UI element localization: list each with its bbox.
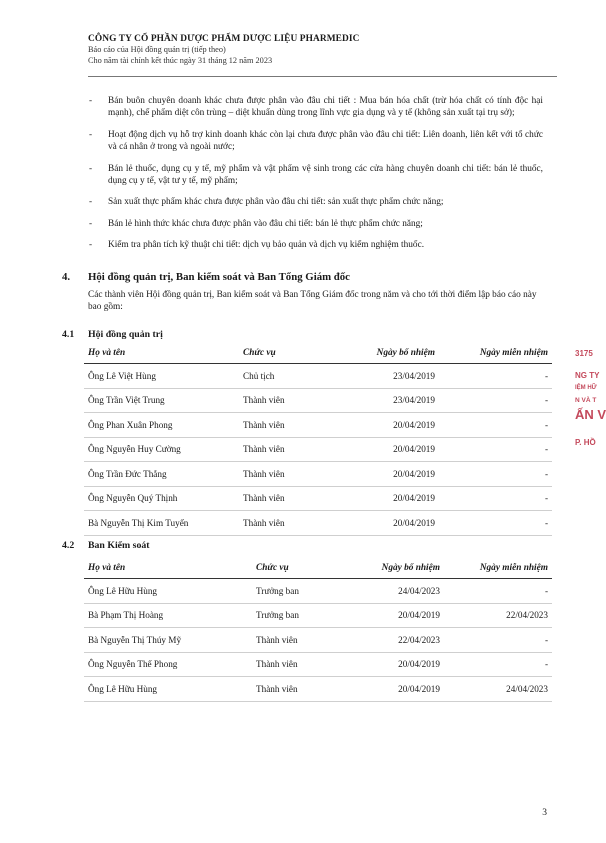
appointed-date: 20/04/2019 [339,462,439,487]
company-seal-fragment [575,345,606,463]
section-intro: Các thành viên Hội đồng quản trị, Ban kiểm soát và Ban Tổng Giám đốc trong năm và cho tới thời điểm lập báo cáo này bao gồm: [88,290,537,313]
subsection-title: Ban Kiểm soát [88,540,150,551]
subsection-title: Hội đồng quản trị [88,329,163,340]
table-row [84,437,552,462]
table-header-row [84,558,552,579]
member-position: Thành viên [239,388,339,413]
column-header-dismissed: Ngày miễn nhiệm [444,558,552,579]
column-header-name: Họ và tên [84,343,239,364]
column-header-name: Họ và tên [84,558,252,579]
dismissed-date: 22/04/2023 [444,603,552,628]
table-row [84,511,552,536]
column-header-position: Chức vụ [252,558,352,579]
member-position: Thành viên [239,413,339,438]
bullet-dash: - [89,96,93,106]
list-item-text: Sản xuất thực phẩm khác chưa được phân vào đâu chi tiết: sản xuất thực phẩm chức năng; [108,197,444,208]
list-item [88,239,543,251]
appointed-date: 23/04/2019 [339,364,439,389]
dismissed-date: - [439,437,552,462]
member-name: Bà Nguyễn Thị Kim Tuyến [84,511,239,536]
dismissed-date: - [439,511,552,536]
member-name: Ông Phan Xuân Phong [84,413,239,438]
seal-text: 3175 [575,349,593,358]
appointed-date: 20/04/2019 [339,413,439,438]
business-lines-list [88,95,543,261]
column-header-dismissed: Ngày miễn nhiệm [439,343,552,364]
supervisory-table [84,558,552,702]
page-number: 3 [542,808,547,818]
dismissed-date: - [439,486,552,511]
table-row [84,579,552,604]
board-table [84,343,552,536]
list-item-text: Kiểm tra phân tích kỹ thuật chi tiết: dịch vụ bảo quản và dịch vụ kiểm nghiệm thuốc. [108,240,425,251]
member-name: Ông Nguyễn Thế Phong [84,652,252,677]
appointed-date: 20/04/2019 [352,652,444,677]
list-item-text: Bán lẻ hình thức khác chưa được phân vào đâu chi tiết: bán lẻ thực phẩm chức năng; [108,218,423,229]
table-row [84,462,552,487]
appointed-date: 20/04/2019 [352,677,444,702]
appointed-date: 20/04/2019 [339,511,439,536]
member-name: Ông Lê Hữu Hùng [84,677,252,702]
dismissed-date: - [444,652,552,677]
appointed-date: 23/04/2019 [339,388,439,413]
list-item-text: Bán buôn chuyên doanh khác chưa được phân vào đâu chi tiết : Mua bán hóa chất (trừ hóa chất có tính độc hại mạnh), chế phẩm diệt côn trùng – diệt khuẩn dùng trong lĩnh vực gia dụng và y tế (không sản xuất tại trụ sở); [108,96,543,119]
dismissed-date: - [439,388,552,413]
table-header-row [84,343,552,364]
seal-text: N VÀ T [575,397,597,404]
table-row [84,413,552,438]
member-name: Bà Nguyễn Thị Thúy Mỹ [84,628,252,653]
member-position: Trưởng ban [252,603,352,628]
seal-text: ẤN V [575,407,606,422]
dismissed-date: - [439,462,552,487]
bullet-dash: - [89,218,93,229]
company-name: CÔNG TY CỔ PHẦN DƯỢC PHẨM DƯỢC LIỆU PHARMEDIC [88,34,360,44]
table-row [84,364,552,389]
header-divider [88,76,557,77]
member-position: Thành viên [239,486,339,511]
appointed-date: 20/04/2019 [339,437,439,462]
list-item [88,95,543,120]
member-name: Ông Lê Việt Hùng [84,364,239,389]
report-title: Báo cáo của Hội đồng quản trị (tiếp theo) [88,45,226,54]
member-name: Ông Trần Đức Thắng [84,462,239,487]
dismissed-date: - [439,413,552,438]
member-position: Trưởng ban [252,579,352,604]
table-row [84,677,552,702]
bullet-dash: - [89,240,93,251]
subsection-number: 4.2 [62,540,75,551]
section-number: 4. [62,271,71,283]
page-header [88,33,557,66]
appointed-date: 24/04/2023 [352,579,444,604]
table-row [84,652,552,677]
table-row [84,486,552,511]
member-name: Ông Nguyễn Huy Cường [84,437,239,462]
bullet-dash: - [89,129,93,140]
list-item [88,218,543,230]
member-name: Ông Lê Hữu Hùng [84,579,252,604]
member-position: Thành viên [252,652,352,677]
member-name: Bà Phạm Thị Hoàng [84,603,252,628]
section-heading [62,270,547,284]
report-period: Cho năm tài chính kết thúc ngày 31 tháng 12 năm 2023 [88,55,273,65]
member-position: Thành viên [252,628,352,653]
section-title: Hội đồng quản trị, Ban kiểm soát và Ban Tổng Giám đốc [88,271,350,283]
member-position: Thành viên [252,677,352,702]
member-name: Ông Nguyễn Quý Thịnh [84,486,239,511]
seal-text: NG TY [575,371,600,380]
dismissed-date: - [444,628,552,653]
list-item [88,196,543,208]
member-position: Chủ tịch [239,364,339,389]
bullet-dash: - [89,197,93,208]
list-item [88,163,543,188]
appointed-date: 20/04/2019 [339,486,439,511]
list-item-text: Hoạt động dịch vụ hỗ trợ kinh doanh khác còn lại chưa được phân vào đâu chi tiết: Liên doanh, liên kết với tổ chức và cá nhân ở trong và ngoài nước; [108,129,543,153]
member-position: Thành viên [239,511,339,536]
appointed-date: 20/04/2019 [352,603,444,628]
bullet-dash: - [89,163,93,174]
list-item-text: Bán lẻ thuốc, dụng cụ y tế, mỹ phẩm và vật phẩm vệ sinh trong các cửa hàng chuyên doanh chi tiết: bán lẻ thuốc, dụng cụ y tế, vật tư y tế, mỹ phẩm; [108,163,543,187]
appointed-date: 22/04/2023 [352,628,444,653]
dismissed-date: 24/04/2023 [444,677,552,702]
seal-text: P. HỒ [575,438,596,447]
section-4 [62,270,547,314]
table-row [84,388,552,413]
member-position: Thành viên [239,462,339,487]
column-header-appointed: Ngày bổ nhiệm [339,343,439,364]
table-row [84,603,552,628]
column-header-appointed: Ngày bổ nhiệm [352,558,444,579]
seal-text: IỆM HỮ [575,385,597,391]
table-row [84,628,552,653]
column-header-position: Chức vụ [239,343,339,364]
subsection-board-heading [62,329,163,340]
member-name: Ông Trần Việt Trung [84,388,239,413]
list-item [88,129,543,154]
member-position: Thành viên [239,437,339,462]
subsection-supervisory-heading [62,540,150,551]
dismissed-date: - [444,579,552,604]
subsection-number: 4.1 [62,329,75,340]
dismissed-date: - [439,364,552,389]
